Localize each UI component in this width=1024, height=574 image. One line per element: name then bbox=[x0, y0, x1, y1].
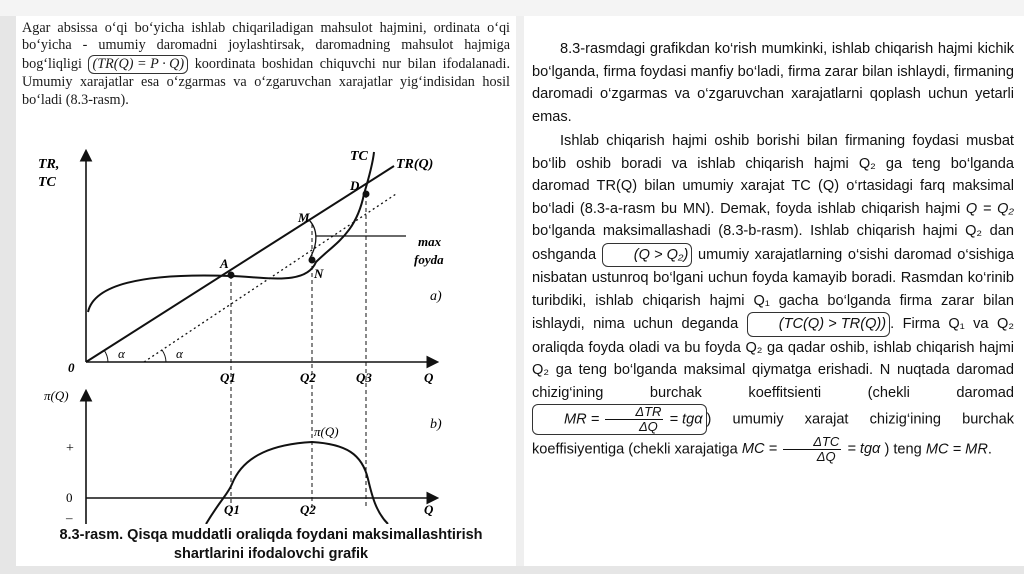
mr-rhs: = tgα bbox=[669, 411, 703, 428]
tr-line bbox=[86, 166, 394, 362]
tr-formula: (TR(Q) = P · Q) bbox=[88, 55, 188, 74]
figure-8-3 bbox=[16, 144, 516, 524]
alpha-label-1: α bbox=[118, 346, 125, 361]
zero-label-b: 0 bbox=[66, 490, 73, 505]
p2-part-c: umumiy xarajatlarning o‘sishi daromad o‘sishiga nisbatan ustunroq bo‘lgani uchun foyda kamayib boradi. Rasmdan ko‘rinib turibdiki, ishlab chiqarish hajmi Q₁ gacha bo‘lganda firma zarar bilan ishlaydi, nima uchun deganda bbox=[532, 246, 1014, 332]
right-page bbox=[524, 16, 1024, 566]
mc-fraction bbox=[783, 435, 841, 464]
mr-lhs: MR = bbox=[564, 411, 600, 428]
minus-label: – bbox=[66, 510, 73, 524]
final-dot: . bbox=[987, 441, 992, 458]
p2-part-b: bo‘lganda maksimallashadi (8.3-b-rasm). Ishlab chiqarish hajmi Q₂ dan oshganda bbox=[532, 223, 1014, 263]
mc-formula bbox=[741, 434, 885, 464]
p2-part-f: ) teng bbox=[884, 441, 922, 458]
label-a: A bbox=[220, 256, 229, 271]
alpha-arc-2 bbox=[162, 350, 166, 362]
y-label-tr: TR, bbox=[38, 157, 60, 172]
q-equals-q2: Q = Q₂ bbox=[965, 200, 1014, 217]
pi-axis-label: π(Q) bbox=[44, 388, 69, 403]
intro-text-cont: koordinata boshidan chiquvchi nur bilan ifodalanadi. Umumiy xarajatlar esa o‘zgarmas va o‘zgaruvchan xarajatlar yig‘indisidan hosil bo‘ladi (8.3-rasm). bbox=[22, 55, 510, 108]
figure-caption bbox=[26, 526, 516, 564]
q2-label-b: Q2 bbox=[300, 502, 316, 517]
tc-greater-tr: (TC(Q) > TR(Q)) bbox=[747, 312, 890, 337]
mr-num: ΔTR bbox=[605, 405, 663, 420]
tc-curve bbox=[88, 152, 374, 312]
top-bar bbox=[0, 0, 1024, 16]
panel-b-label: b) bbox=[430, 417, 442, 432]
tr-line-label: TR(Q) bbox=[396, 157, 434, 172]
paragraph-1 bbox=[532, 38, 1014, 128]
mr-den: ΔQ bbox=[638, 419, 658, 434]
mc-lhs: MC = bbox=[741, 441, 778, 458]
p2-part-e: ) umumiy xarajat chizig‘ining burchak koeffisiyentiga (chekli xarajatiga bbox=[532, 411, 1014, 458]
alpha-arc-1 bbox=[104, 350, 108, 362]
paragraph-1-text: 8.3-rasmdagi grafikdan ko‘rish mumkinki, ishlab chiqarish hajmi kichik bo‘lganda, firma foydasi manfiy bo‘ladi, firma zarar bilan ishlaydi, firmaning daromadi o‘zgarmas va o‘zgaruvchan xarajatlarni qoplash uchun yetarli emas. bbox=[532, 41, 1014, 125]
q3-label-a: Q3 bbox=[356, 370, 372, 385]
p2-part-a: Ishlab chiqarish hajmi oshib borishi bilan firmaning foydasi musbat bo‘lib oshib boradi va ishlab chiqarish hajmi Q₂ ga teng bo‘lganda daromad TR(Q) bilan umumiy xarajat TC (Q) o‘rtasidagi farq maksimal bo‘ladi (8.3-a-rasm bu MN). Demak, foyda ishlab chiqarish hajmi bbox=[532, 133, 1014, 217]
q-axis-label-b: Q bbox=[424, 502, 434, 517]
label-d: D bbox=[350, 178, 360, 193]
intro-paragraph bbox=[22, 20, 510, 109]
q2-label-a: Q2 bbox=[300, 370, 316, 385]
tc-curve-label: TC bbox=[350, 149, 368, 164]
q-greater-q2: (Q > Q₂) bbox=[602, 243, 693, 268]
mr-formula bbox=[532, 404, 707, 435]
origin-label-a: 0 bbox=[68, 360, 75, 375]
q-axis-label-a: Q bbox=[424, 370, 434, 385]
caption-line-2: shartlarini ifodalovchi grafik bbox=[173, 546, 369, 562]
q1-label-b: Q1 bbox=[224, 502, 240, 517]
paragraph-2 bbox=[532, 130, 1014, 464]
caption-line-1: 8.3-rasm. Qisqa muddatli oraliqda foydani maksimallashtirish bbox=[59, 527, 483, 543]
intro-text: Agar absissa o‘qi bo‘yicha ishlab chiqariladigan mahsulot hajmini, ordinata o‘qi bo‘yicha - umumiy daromadni joylashtirsak, daromadning mahsulot hajmiga bog‘liqligi bbox=[22, 20, 510, 72]
pi-curve-label: π(Q) bbox=[314, 424, 339, 439]
panel-a-label: a) bbox=[430, 289, 442, 304]
label-m: M bbox=[298, 210, 310, 225]
plus-label: + bbox=[66, 441, 74, 456]
max-label: max bbox=[418, 234, 442, 249]
mc-equals-mr: MC = MR bbox=[925, 441, 988, 458]
y-label-tc: TC bbox=[38, 175, 56, 190]
alpha-label-2: α bbox=[176, 346, 183, 361]
p2-part-d: . Firma Q₁ va Q₂ oraliqda foyda oladi va bu foyda Q₂ ga qadar oshib, ishlab chiqarish hajmi Q₂ ga teng bo‘lganda maksimal qiymatga erishadi. N nuqtada daromad chizig‘ining burchak koeffitsienti (chekli daromad bbox=[532, 316, 1014, 401]
label-n: N bbox=[314, 266, 324, 281]
mr-fraction bbox=[605, 405, 663, 434]
mc-num: ΔTC bbox=[783, 435, 841, 450]
left-page bbox=[16, 16, 516, 566]
foyda-label: foyda bbox=[414, 252, 444, 267]
mc-rhs: = tgα bbox=[847, 441, 881, 458]
mc-den: ΔQ bbox=[816, 449, 836, 464]
q1-label-a: Q1 bbox=[220, 370, 236, 385]
page-divider bbox=[516, 16, 524, 566]
